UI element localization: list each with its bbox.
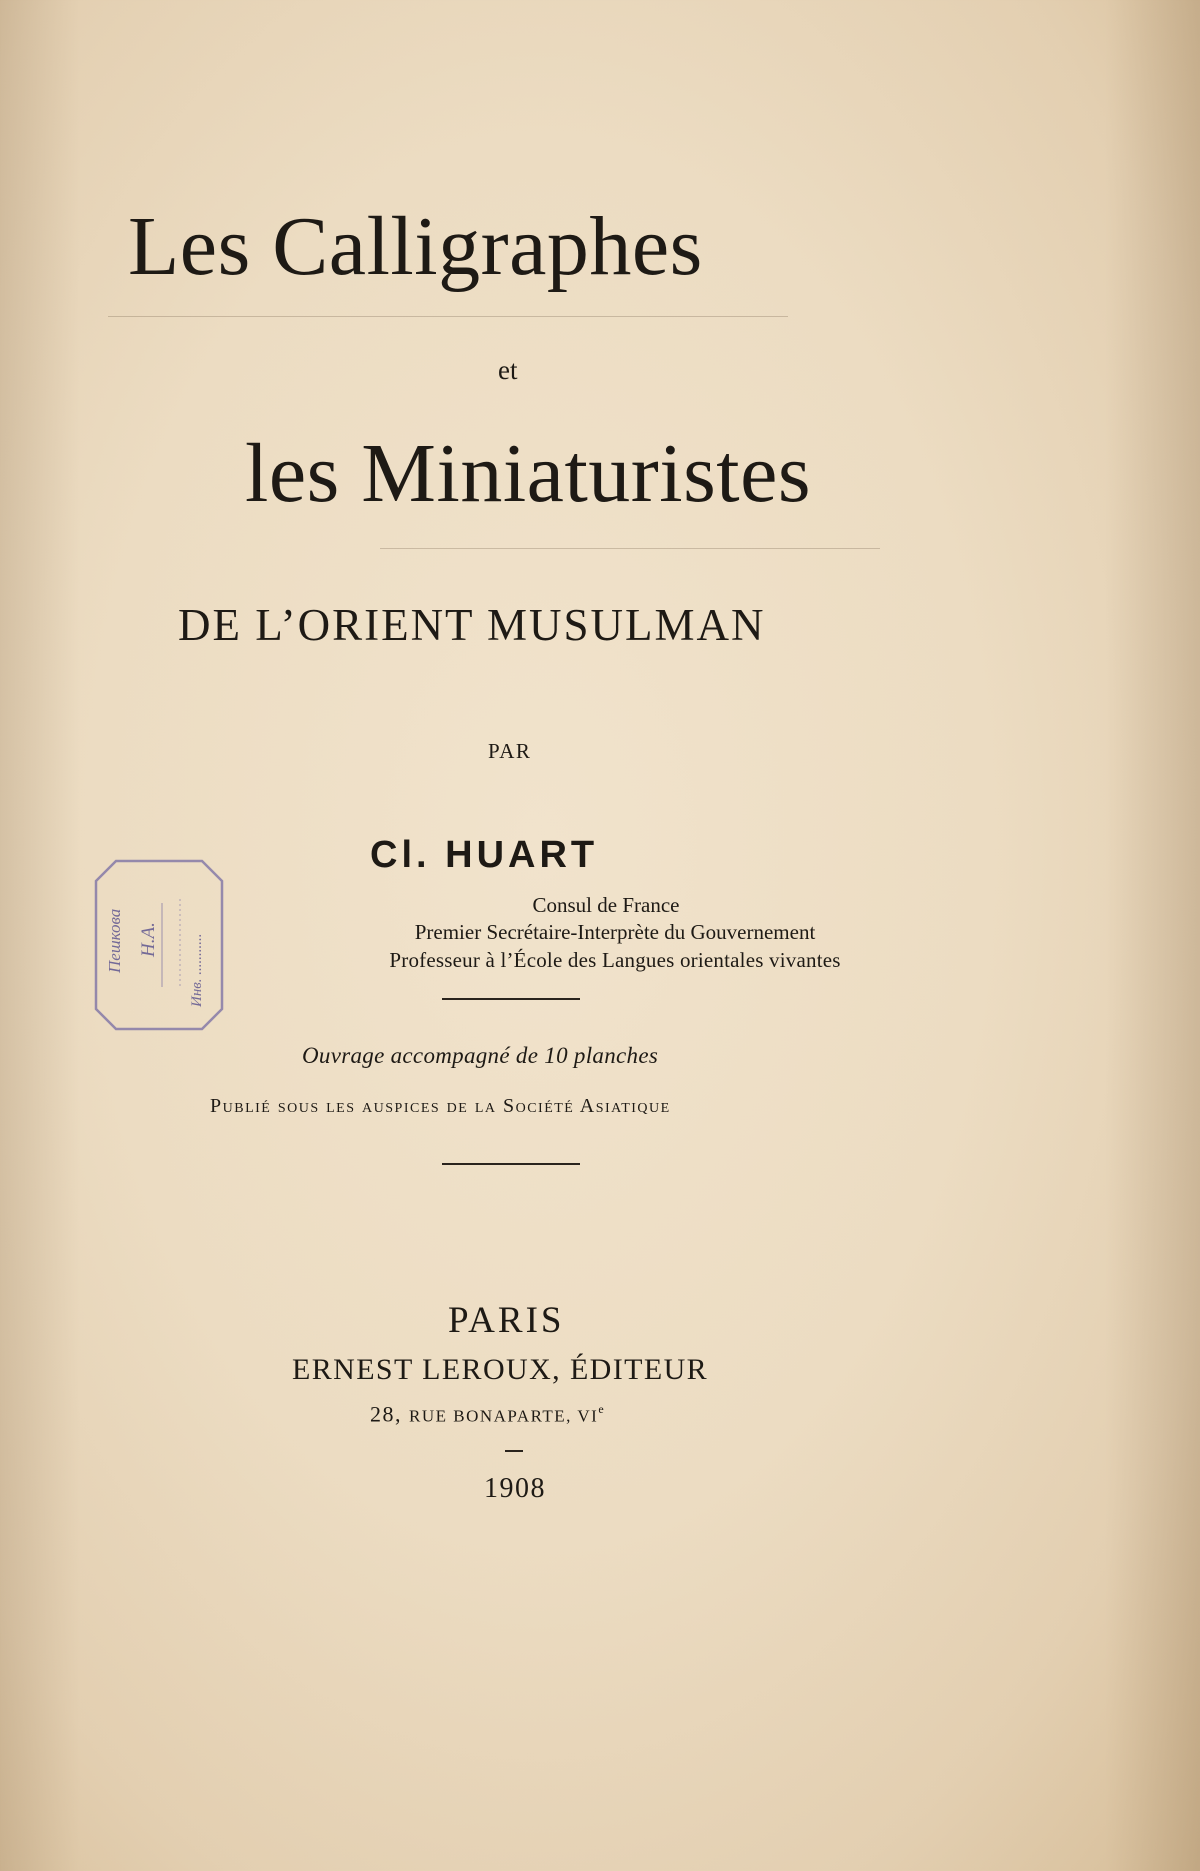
title-line-2: les Miniaturistes <box>245 427 812 520</box>
plates-note: Ouvrage accompagné de 10 planches <box>302 1043 659 1068</box>
short-divider <box>505 1450 523 1452</box>
stamp-owner-initials: Н.А. <box>138 922 159 957</box>
divider <box>442 1163 580 1165</box>
sponsor-note: Publié sous les auspices de la Société Asiatique <box>210 1095 671 1117</box>
stamp-owner-name: Пешкова <box>105 908 124 973</box>
divider <box>442 998 580 1000</box>
imprint-city: PARIS <box>448 1300 565 1341</box>
guide-line <box>108 316 788 317</box>
imprint-year: 1908 <box>484 1473 546 1504</box>
author-prefix: Cl. <box>370 834 431 876</box>
author-title-3: Professeur à l’École des Langues orientales vivantes <box>389 948 841 972</box>
author-title-1: Consul de France <box>532 893 680 917</box>
author-name <box>370 836 598 874</box>
library-stamp <box>94 859 224 1031</box>
address-superscript: e <box>598 1402 606 1416</box>
address-number: 28, <box>370 1401 402 1427</box>
address-street: RUE BONAPARTE, VI <box>409 1406 599 1426</box>
imprint-publisher: ERNEST LEROUX, ÉDITEUR <box>292 1353 709 1386</box>
by-label: PAR <box>488 739 532 763</box>
title-conjunction: et <box>498 355 518 385</box>
author-surname: HUART <box>445 834 599 876</box>
imprint-address <box>370 1403 605 1425</box>
subtitle: DE L’ORIENT MUSULMAN <box>178 600 766 650</box>
author-title-2: Premier Secrétaire-Interprète du Gouvernement <box>414 920 816 944</box>
stamp-inventory: Инв. ........... <box>189 933 205 1007</box>
title-line-1: Les Calligraphes <box>128 200 703 293</box>
guide-line <box>380 548 880 549</box>
